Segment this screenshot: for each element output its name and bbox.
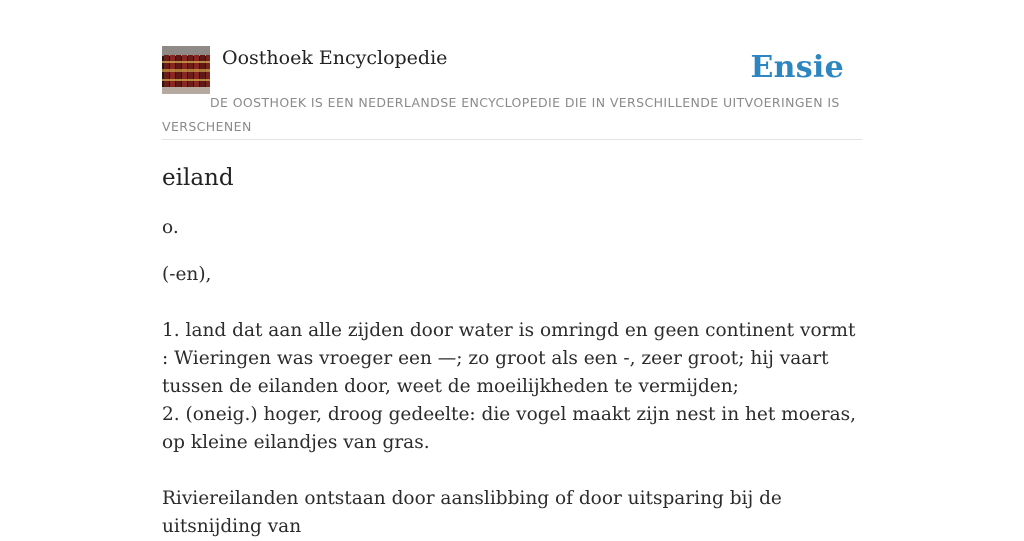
site-header <box>162 46 862 140</box>
encyclopedia-books-icon <box>162 46 210 94</box>
avatar[interactable] <box>162 46 210 94</box>
paragraph-spacer <box>162 289 866 317</box>
entry-meaning-2: 2. (oneig.) hoger, droog gedeelte: die vogel maakt zijn nest in het moeras, op kleine eilandjes van gras. <box>162 404 857 453</box>
brand-logo-link[interactable]: Ensie <box>750 50 844 85</box>
entry-gender: o. <box>162 217 179 238</box>
entry-meaning-1: 1. land dat aan alle zijden door water is omringd en geen continent vormt : Wieringen was vroeger een —; zo groot als een -, zeer groot; hij vaart tussen de eilanden door, weet de moeilijkheden te vermijden; <box>162 320 856 397</box>
entry-title: eiland <box>162 165 234 191</box>
entry-definition <box>162 261 866 541</box>
book-title[interactable]: Oosthoek Encyclopedie <box>222 47 448 69</box>
book-tagline: DE OOSTHOEK IS EEN NEDERLANDSE ENCYCLOPEDIE DIE IN VERSCHILLENDE UITVOERINGEN IS VERSCHENEN <box>162 95 840 134</box>
entry-paragraph: Riviereilanden ontstaan door aanslibbing of door uitsparing bij de uitsnijding van <box>162 488 782 537</box>
entry-content <box>162 162 866 541</box>
paragraph-spacer <box>162 457 866 485</box>
entry-plural: (-en), <box>162 264 212 285</box>
